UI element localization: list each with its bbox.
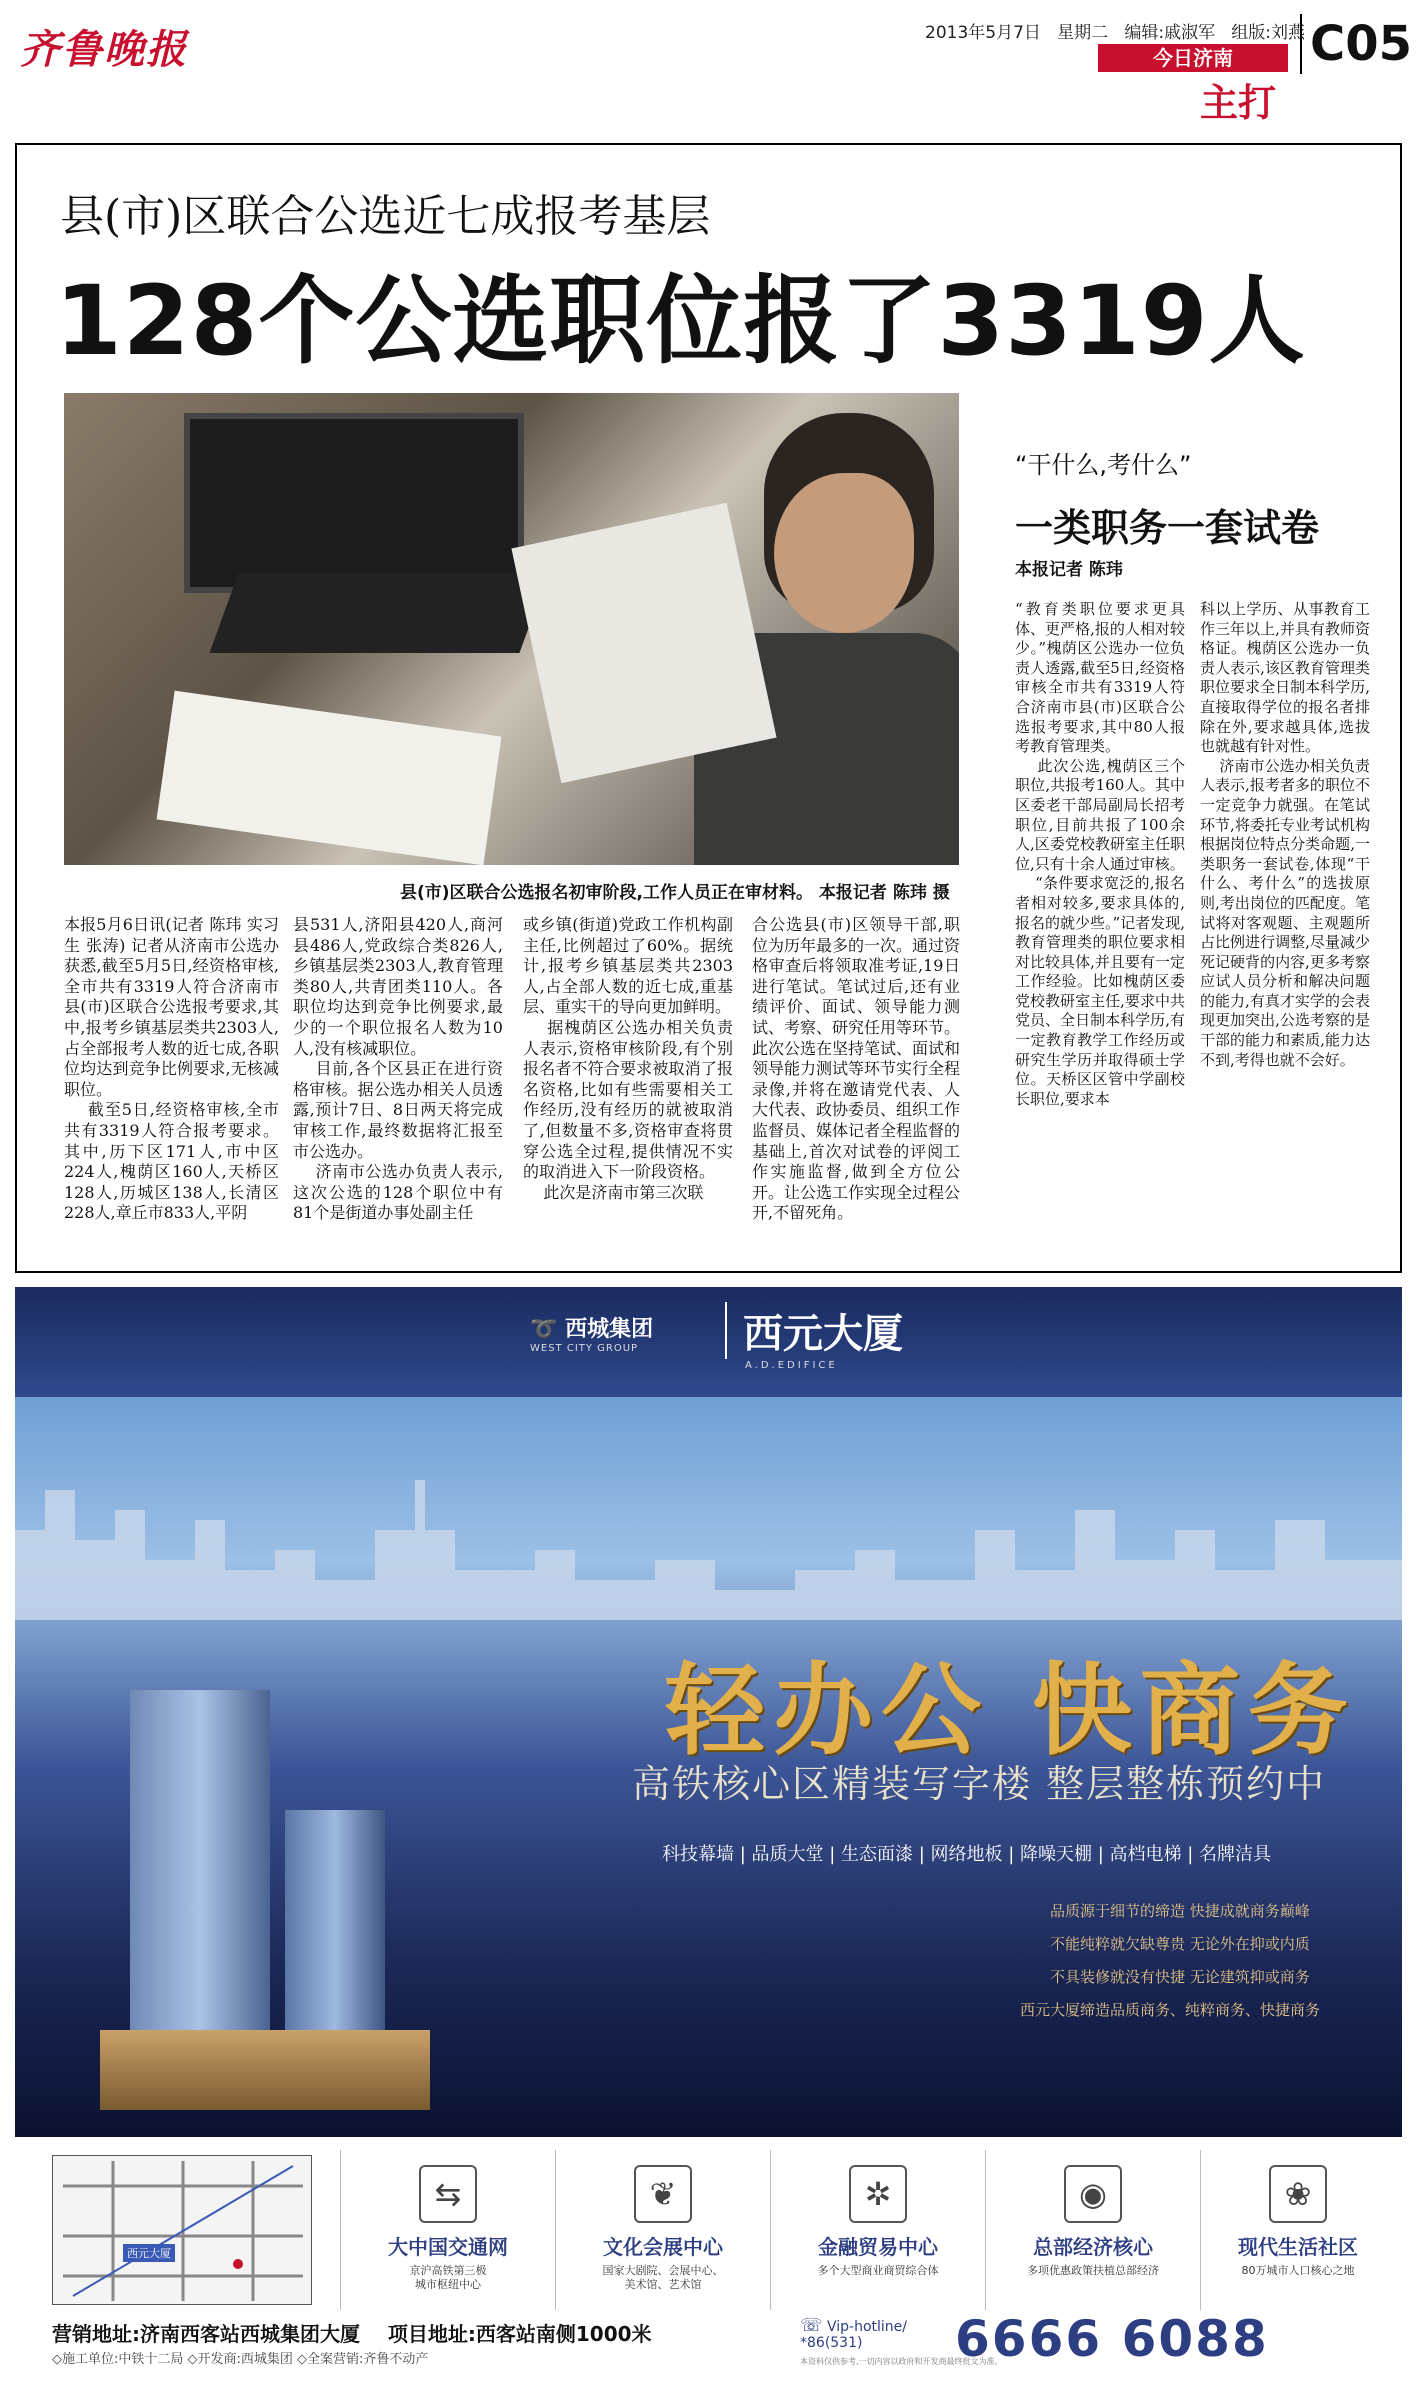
ad-developer-info: ◇施工单位:中铁十二局 ◇开发商:西城集团 ◇全案营销:齐鲁不动产	[52, 2352, 429, 2367]
article-column-1: 本报5月6日讯(记者 陈玮 实习生 张涛) 记者从济南市公选办获悉,截至5月5日,经资格审核,全市共有3319人符合济南市县(市)区联合公选报考要求,其中,报考乡镇基层类共2303人,占全部报考人数的近七成,各职位均达到竞争比例要求,无核减职位。 截至5日,经资格审核,全市共有3319人符合报考要求。其中,历下区171人,市中区224人,槐荫区160人,天桥区128人,历城区138人,长清区228人,章丘市833人,平阴	[64, 915, 279, 1223]
sidebar-quote: “干什么,考什么”	[1015, 451, 1192, 479]
sidebar-title: 一类职务一套试卷	[1015, 506, 1320, 550]
tile-desc: 国家大剧院、会展中心、 美术馆、艺术馆	[602, 2264, 724, 2291]
ad-tile-community	[1200, 2150, 1395, 2310]
tile-title: 文化会展中心	[603, 2235, 723, 2259]
issue-date: 2013年5月7日	[925, 23, 1041, 43]
ad-subslogan: 高铁核心区精装写字楼 整层整栋预约中	[632, 1762, 1327, 1806]
sidebar-column-a: “教育类职位要求更具体、更严格,报的人相对较少。”槐荫区公选办一位负责人透露,截至5日,经资格审核全市共有3319人符合济南市县(市)区联合公选报考要求,其中80人报考教育管理类。 此次公选,槐荫区三个职位,共报考160人。其中区委老干部局副局长招考职位,目前共报了100余人,区委党校教研室主任职位,只有十余人通过审核。 “条件要求宽泛的,报名者相对较多,要求具体的,报名的就少些。”记者发现,教育管理类的职位要求相对比较具体,并且要有一定工作经验。比如槐荫区委党校教研室主任,要求中共党员、全日制本科学历,有一定教育教学工作经历或研究生学历并取得硕士学位。天桥区区管中学副校长职位,要求本	[1015, 600, 1186, 1108]
tile-desc: 多项优惠政策扶植总部经济	[1027, 2264, 1159, 2277]
article-column-3: 或乡镇(街道)党政工作机构副主任,比例超过了60%。据统计,报考乡镇基层类共2303人,占全部人数的近七成,重基层、重实干的导向更加鲜明。 据槐荫区公选办相关负责人表示,资格审核阶段,有个别报名者不符合要求被取消了报名资格,比如有些需要相关工作经历,没有经历的就被取消了,但数量不多,资格审查将贯穿公选全过程,提供情况不实的取消进入下一阶段资格。 此次是济南市第三次联	[523, 915, 733, 1202]
brand-logo-icon: ➰	[530, 1317, 558, 1342]
community-icon: ❀	[1269, 2165, 1327, 2223]
finance-icon: ✲	[849, 2165, 907, 2223]
city-skyline	[15, 1470, 1402, 1620]
ad-tile-finance	[770, 2150, 985, 2310]
photo-person-face	[774, 473, 914, 633]
phone-icon: ☏	[800, 2315, 823, 2336]
ad-line-4: 西元大厦缔造品质商务、纯粹商务、快捷商务	[1020, 2001, 1321, 2019]
location-map	[52, 2155, 312, 2305]
ad-disclaimer: 本资料仅供参考,一切内容以政府和开发商最终批文为准。	[800, 2357, 1003, 2366]
tile-title: 大中国交通网	[388, 2235, 508, 2259]
hotline-code: *86(531)	[800, 2335, 863, 2351]
tile-title: 现代生活社区	[1238, 2235, 1358, 2259]
photo-held-paper	[511, 503, 776, 783]
layout-credit: 组版:刘燕	[1231, 23, 1306, 43]
brand-label: 西城集团	[565, 1317, 654, 1342]
hotline-label	[800, 2315, 907, 2351]
ad-features: 科技幕墙 | 品质大堂 | 生态面漆 | 网络地板 | 降噪天棚 | 高档电梯 | 名牌洁具	[662, 1844, 1272, 1865]
photo-monitor	[184, 413, 524, 593]
sidebar-column-b: 科以上学历、从事教育工作三年以上,并具有教师资格证。槐荫区公选办一负责人表示,该区教育管理类职位要求全日制本科学历,直接取得学位的报名者排除在外,要求越具体,选拔也就越有针对性。 济南市公选办相关负责人表示,报考者多的职位不一定竞争力就强。在笔试环节,将委托专业考试机构根据岗位特点分类命题,一类职务一套试卷,体现“干什么、考什么”的选拔原则,考出岗位的匹配度。笔试将对客观题、主观题所占比例进行调整,尽量减少死记硬背的内容,更多考察应试人员分析和解决问题的能力,有真才实学的会表现更加突出,公选考察的是干部的能力和素质,能力达不到,考得也就不会好。	[1200, 600, 1370, 1069]
editor-credit: 编辑:戚淑军	[1124, 23, 1216, 43]
article-subtitle: 县(市)区联合公选近七成报考基层	[60, 191, 711, 242]
ad-tile-economy	[985, 2150, 1200, 2310]
ad-project-english: A.D.EDIFICE	[745, 1360, 838, 1371]
ad-line-2: 不能纯粹就欠缺尊贵 无论外在抑或内质	[1050, 1935, 1310, 1953]
hotline-text: Vip-hotline/	[826, 2319, 907, 2335]
map-roads	[53, 2156, 311, 2304]
map-marker	[233, 2259, 243, 2269]
newspaper-masthead: 齐鲁晚报	[20, 26, 188, 73]
ad-tile-exhibition	[555, 2150, 770, 2310]
ad-brand-english: WEST CITY GROUP	[530, 1343, 639, 1354]
ad-line-1: 品质源于细节的缔造 快捷成就商务巅峰	[1050, 1902, 1310, 1920]
tile-title: 总部经济核心	[1033, 2235, 1153, 2259]
tower-podium	[100, 2030, 430, 2110]
ad-project-name: 西元大厦	[725, 1302, 903, 1359]
map-label: 西元大厦	[123, 2244, 175, 2262]
photo-caption: 县(市)区联合公选报名初审阶段,工作人员正在审材料。 本报记者 陈玮 摄	[400, 883, 950, 903]
page-meta	[925, 18, 1305, 43]
hotline-number: 6666 6088	[955, 2310, 1269, 2368]
ad-brand-name	[530, 1312, 653, 1343]
page-number: C05	[1300, 14, 1405, 74]
tile-desc: 京沪高铁第三极 城市枢纽中心	[409, 2264, 487, 2291]
article-column-2: 县531人,济阳县420人,商河县486人,党政综合类826人,乡镇基层类2303人,教育管理类80人,共青团类110人。各职位均达到竞争比例要求,最少的一个职位报名人数为10人,没有核减职位。 目前,各个区县正在进行资格审核。据公选办相关人员透露,预计7日、8日两天将完成审核工作,最终数据将汇报至市公选办。 济南市公选办负责人表示,这次公选的128个职位中有81个是街道办事处副主任	[293, 915, 504, 1223]
ad-top-band	[15, 1287, 1402, 1397]
sidebar-byline: 本报记者 陈玮	[1015, 560, 1123, 580]
tile-desc: 多个大型商业商贸综合体	[817, 2264, 939, 2277]
ad-addresses	[52, 2318, 652, 2347]
article-column-4: 合公选县(市)区领导干部,职位为历年最多的一次。通过资格审查后将领取准考证,19日进行笔试。笔试过后,还有业绩评价、面试、领导能力测试、考察、研究任用等环节。此次公选在坚持笔试、面试和领导能力测试等环节实行全程录像,并将在邀请党代表、人大代表、政协委员、组织工作监督员、媒体记者全程监督的基础上,首次对试卷的评阅工作实施监督,做到全方位公开。让公选工作实现全过程公开,不留死角。	[752, 915, 961, 1223]
sales-address: 营销地址:济南西客站西城集团大厦	[52, 2322, 360, 2346]
ad-slogan: 轻办公 快商务	[665, 1652, 1356, 1769]
ad-tile-transport	[340, 2150, 555, 2310]
photo-keyboard	[209, 573, 548, 653]
issue-weekday: 星期二	[1057, 23, 1109, 43]
article-headline: 128个公选职位报了3319人	[55, 265, 1306, 377]
section-label: 今日济南	[1098, 44, 1288, 72]
photo-document	[157, 691, 502, 865]
transport-icon: ⇆	[419, 2165, 477, 2223]
tower-main	[130, 1690, 270, 2080]
exhibition-icon: ❦	[634, 2165, 692, 2223]
tile-desc: 80万城市人口核心之地	[1241, 2264, 1355, 2277]
economy-icon: ◉	[1064, 2165, 1122, 2223]
article-photo	[64, 393, 959, 865]
project-address: 项目地址:西客站南侧1000米	[387, 2322, 652, 2346]
tile-title: 金融贸易中心	[818, 2235, 938, 2259]
column-label: 主打	[1200, 81, 1277, 125]
ad-line-3: 不具装修就没有快捷 无论建筑抑或商务	[1050, 1968, 1310, 1986]
